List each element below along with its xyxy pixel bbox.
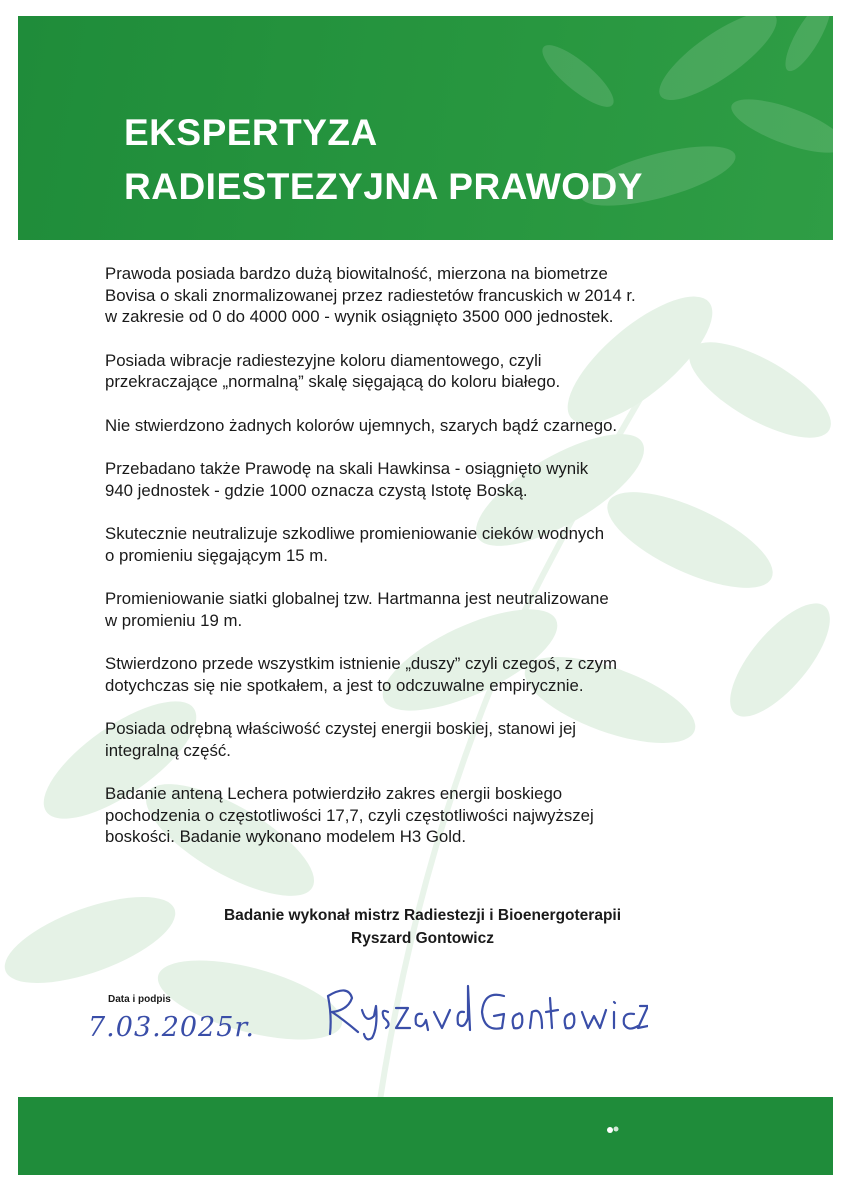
handwritten-signature xyxy=(318,976,648,1046)
title-line-2: RADIESTEZYJNA PRAWODY xyxy=(124,166,643,207)
expertise-body xyxy=(105,263,755,870)
paragraph-lecher-antenna: Badanie anteną Lechera potwierdziło zakres energii boskiego pochodzenia o częstotliwości 17,7, czyli częstotliwości najwyższej boskości. Badanie wykonano modelem H3 Gold. xyxy=(105,784,594,846)
footer-band xyxy=(18,1097,833,1175)
header-band xyxy=(18,16,833,240)
paragraph-divine-energy: Posiada odrębną właściwość czystej energii boskiej, stanowi jej integralną część. xyxy=(105,719,577,760)
author-name: Ryszard Gontowicz xyxy=(351,930,494,947)
paragraph-negative-colors: Nie stwierdzono żadnych kolorów ujemnych, szarych bądź czarnego. xyxy=(105,415,618,435)
paragraph-soul: Stwierdzono przede wszystkim istnienie „duszy” czyli czegoś, z czym dotychczas się nie spotkałem, a jest to odczuwalne empirycznie. xyxy=(105,654,617,695)
author-block xyxy=(0,904,845,950)
paragraph-water-veins: Skutecznie neutralizuje szkodliwe promieniowanie cieków wodnych o promieniu sięgającym 15 m. xyxy=(105,524,605,565)
author-title: Badanie wykonał mistrz Radiestezji i Bioenergoterapii xyxy=(223,907,622,924)
signature-label: Data i podpis xyxy=(108,994,171,1005)
paragraph-hawkins-scale: Przebadano także Prawodę na skali Hawkinsa - osiągnięto wynik 940 jednostek - gdzie 1000 oznacza czystą Istotę Boską. xyxy=(105,459,589,500)
small-logo-icon xyxy=(606,1125,620,1135)
paragraph-vibrations: Posiada wibracje radiestezyjne koloru diamentowego, czyli przekraczające „normalną” skalę sięgającą do koloru białego. xyxy=(105,350,561,391)
handwritten-date: 7.03.2025r. xyxy=(88,1012,255,1043)
title-line-1: EKSPERTYZA xyxy=(124,112,378,153)
paragraph-hartmann-grid: Promieniowanie siatki globalnej tzw. Hartmanna jest neutralizowane w promieniu 19 m. xyxy=(105,589,609,630)
paragraph-biovitality: Prawoda posiada bardzo dużą biowitalność, mierzona na biometrze Bovisa o skali znormalizowanej przez radiestetów francuskich w 2014 r. w zakresie od 0 do 4000 000 - wynik osiągnięto 3500 000 jednostek. xyxy=(105,264,636,326)
page-title xyxy=(124,106,643,214)
